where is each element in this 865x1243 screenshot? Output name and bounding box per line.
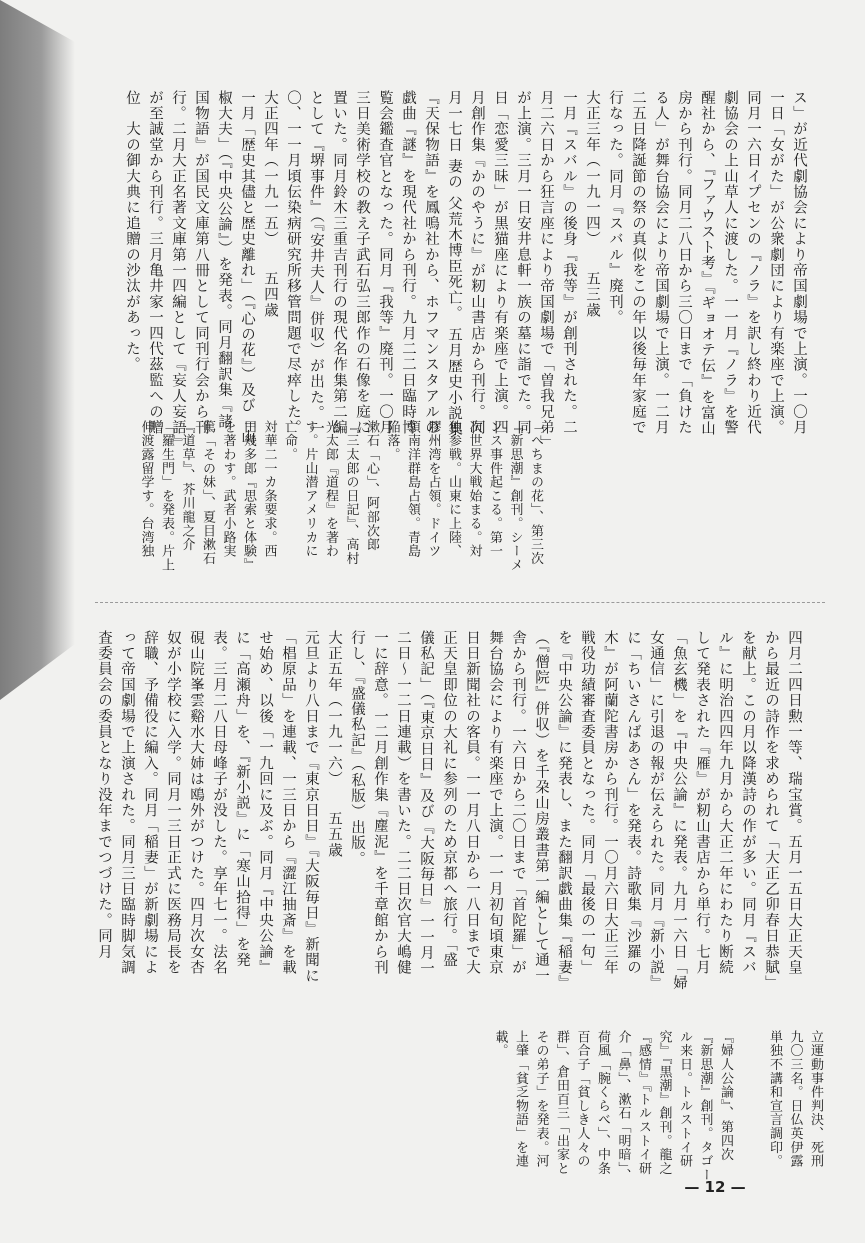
text-line: 一月『スバル』の後身『我等』が創刊された。二 (561, 90, 577, 436)
text-line: 覧会鑑査官となった。同月『我等』廃刊。一〇月 (377, 90, 393, 436)
text-line: が至誠堂から刊行。三月亀井家一四代茲監への贈 (147, 90, 163, 436)
note-line: 『婦人公論』、第四次 (718, 1030, 733, 1162)
text-line: 辞職、予備役に編入。同月「稲妻」が新劇場によ (142, 630, 158, 976)
text-line: 椒大夫」（『中央公論』）を発表。同月翻訳集『諸 (216, 90, 232, 430)
note-line: 「羅生門」を発表。片上 (159, 420, 174, 572)
text-line: （『僧院』併収）を千朶山房叢書第一編として通一 (533, 630, 549, 984)
note-line: 『新思潮』創刊。シーメ (507, 420, 523, 572)
text-line: として『堺事件』（『安井夫人』併収）が出た。一 (308, 90, 324, 437)
note-line: ンス事件起こる。第一 (487, 420, 502, 558)
text-line: を『中央公論』に発表し、また翻訳戯曲集『稲妻』 (556, 630, 572, 992)
historical-notes-bottom (450, 1030, 735, 1183)
text-line: 一に辞意。一二月創作集『塵泥』を千章館から刊 (372, 630, 388, 976)
note-line: 上肇「貧乏物語」を連 (513, 1030, 528, 1168)
historical-notes-continued (755, 1030, 825, 1168)
text-line: 行。二月大正名著文庫第一四編として『妄人妄語』 (170, 90, 186, 452)
note-line: その弟子」を発表。河 (533, 1030, 549, 1168)
text-line: 表。三月二八日母峰子が没した。享年七一。法名 (211, 630, 227, 976)
text-line: 醒社から、『ファウスト考』『ギョオテ伝』を富山 (699, 90, 715, 437)
text-line: から最近の詩作を求められて「大正乙卯春日恭賦」 (763, 630, 779, 992)
text-line: ス」が近代劇協会により帝国劇場で上演。一〇月 (791, 90, 807, 436)
note-line: 篤「その妹」、夏目漱石 (200, 420, 215, 566)
note-line: 次世界大戦始まる。対 (466, 420, 482, 558)
text-line: 三日美術学校の教え子武石弘三郎作の石像を庭に (354, 90, 370, 436)
text-line: 行し、『盛儀私記』（私版）出版。 (349, 630, 365, 867)
note-line: 究』『黒潮』創刊。龍之 (656, 1030, 672, 1176)
text-line: 一日「女がた」が公衆劇団により有楽座で上演。 (768, 90, 784, 436)
text-line: 月一七日 妻の 父荒木博臣死亡。 五月歴史小説集 (446, 90, 462, 438)
text-line: 儀私記」（『東京日日』及び『大阪毎日』一一月一 (418, 630, 434, 977)
note-line: 介「鼻」、漱石「明暗」、 (615, 1030, 631, 1183)
text-line: 行なった。同月『スバル』廃刊。 (607, 90, 623, 326)
text-line: 国物語』が国民文庫第八冊として同刊行会から刊 (193, 90, 209, 436)
text-line: 大正四年（一九一五） 五四歳 (262, 90, 278, 319)
note-line: 領南洋群島占領。青島 (405, 420, 420, 558)
text-line: 査委員会の委員となり没年までつづけた。同月 (96, 630, 112, 960)
text-line: 二五日降誕節の祭の真似をこの年以後毎年家庭で (630, 90, 646, 436)
text-line: る人」が舞台協会により帝国劇場で上演。一二月 (653, 90, 669, 436)
note-line: 光太郎『道程』を著わ (323, 420, 338, 558)
page-edge-shadow (0, 0, 75, 700)
main-text-column-bottom (85, 630, 805, 1030)
text-line: 大正三年（一九一四） 五三歳 (584, 90, 600, 319)
text-line: 『天保物語』を鳳鳴社から、ホフマンスタアルの (423, 90, 439, 436)
note-line: 亡命。 (282, 420, 297, 462)
note-line: 単独不講和宣言調印。 (767, 1030, 782, 1168)
text-line: して発表された『雁』が籾山書店から単行。七月 (694, 630, 710, 976)
text-line: に「高瀬舟」を、『新小説』に「寒山拾得」を発 (234, 630, 250, 969)
text-line: ル』に明治四四年九月から大正二年にわたり断続 (717, 630, 733, 976)
text-line: って帝国劇場で上演された。同月三日臨時脚気調 (119, 630, 135, 976)
note-line: 群」、倉田百三「出家と (554, 1030, 569, 1176)
note-line: 立運動事件判決、死刑 (808, 1030, 823, 1168)
section-divider (95, 602, 825, 603)
text-line: 同月一六日イプセンの『ノラ』を訳し終わり近代 (745, 90, 761, 436)
text-line: 「魚玄機」を『中央公論』に発表。九月一六日「婦 (671, 630, 687, 992)
text-line: が上演。三月一日安井息軒一族の墓に詣でた。同 (515, 90, 531, 436)
note-line: ル来日。トルストイ研 (677, 1030, 692, 1168)
note-line: 独参戦。山東に上陸、 (446, 420, 461, 558)
text-line: 日「恋愛三昧」が黒猫座により有楽座で上演。四 (492, 90, 508, 436)
text-line: 月創作集『かのやうに』が籾山書店から刊行。同 (469, 90, 485, 436)
page-number: — 12 — (684, 1178, 746, 1196)
text-line: 位 大の御大典に追贈の沙汰があった。 (124, 90, 140, 373)
note-line: 「へちまの花」、第三次 (528, 420, 543, 566)
note-line: 『道草』、芥川龍之介 (179, 420, 195, 552)
note-line: 漱石「心」、阿部次郎 (364, 420, 379, 552)
note-line: 載。 (492, 1030, 508, 1058)
text-line: 劇協会の上山草人に渡した。一一月『ノラ』を警 (722, 90, 738, 436)
note-line: 百合子「貧しき人々の (574, 1030, 590, 1168)
text-line: 戯曲『謎』を現代社から刊行。九月二二日臨時博 (400, 90, 416, 436)
text-line: 月二六日から狂言座により帝国劇場で「曽我兄弟」 (538, 90, 554, 452)
text-line: 大正五年（一九一六） 五五歳 (326, 630, 342, 859)
note-line: 田幾多郎『思索と体験』 (241, 420, 256, 572)
text-line: 女通信」に引退の報が伝えられた。同月『新小説』 (648, 630, 664, 992)
historical-notes-top (138, 420, 545, 595)
text-line: に「ちいさんばあさん」を発表。詩歌集『沙羅の (625, 630, 641, 976)
text-line: 舎から刊行。一六日から二〇日まで「首陀羅」が (510, 630, 526, 976)
text-line: 硯山院峯雲谿水大姉は鴎外がつけた。四月次女杏 (188, 630, 204, 976)
text-line: 戦役功績審査委員となった。同月「最後の一句」 (579, 630, 595, 976)
text-line: 四月二四日勲一等、瑞宝賞。五月一五日大正天皇 (786, 630, 802, 976)
text-line: 日日新聞社の客員。一一月八日から一八日まで大 (464, 630, 480, 976)
text-line: 〇、一一月頃伝染病研究所移管問題で尽瘁した。 (285, 90, 301, 436)
text-line: を献上。この月以降漢詩の作が多い。同月『スバ (740, 630, 756, 976)
note-line: 対華二一カ条要求。西 (261, 420, 277, 558)
note-line: 膠州湾を占領。ドイツ (425, 420, 441, 558)
note-line: 『新思潮』創刊。タゴー (697, 1030, 713, 1182)
text-line: 正天皇即位の大礼に参列のため京都へ旅行。「盛 (441, 630, 457, 969)
text-line: 一月「歴史其儘と歴史離れ」（『心の花』）及び「山 (239, 90, 255, 446)
text-line: 二日～一二日連載）を書いた。二二日次官大嶋健 (395, 630, 411, 976)
text-line: 元旦より八日まで『東京日日』『大阪毎日』新聞に (303, 630, 319, 984)
note-line: 『感情』『トルストイ研 (636, 1030, 651, 1176)
note-line: 陥落。 (384, 420, 400, 462)
text-line: 奴が小学校に入学。同月一三日正式に医務局長を (165, 630, 181, 976)
text-line: 舞台協会により有楽座で上演。一一月初旬頃東京 (487, 630, 503, 976)
text-line: 「椙原品」を連載、一三日から『澀江抽斎』を載 (280, 630, 296, 976)
note-line: 『三太郎の日記』、高村 (343, 420, 359, 566)
text-line: 置いた。同月鈴木三重吉刊行の現代名作集第二編 (331, 90, 347, 436)
note-line: を著わす。武者小路実 (220, 420, 236, 558)
text-line: せ始め、以後「一九回に及ぶ。同月『中央公論』 (257, 630, 273, 976)
note-line: 伸渡露留学す。台湾独 (138, 420, 154, 558)
note-line: 荷風「腕くらべ」、中条 (595, 1030, 610, 1176)
note-line: 九〇三名。日仏英伊露 (787, 1030, 803, 1168)
text-line: 木』が阿蘭陀書房から刊行。一〇月六日大正三年 (602, 630, 618, 976)
note-line: す。片山潜アメリカに (302, 420, 318, 558)
text-line: 房から刊行。同月二八日から三〇日まで「負けた (676, 90, 692, 436)
